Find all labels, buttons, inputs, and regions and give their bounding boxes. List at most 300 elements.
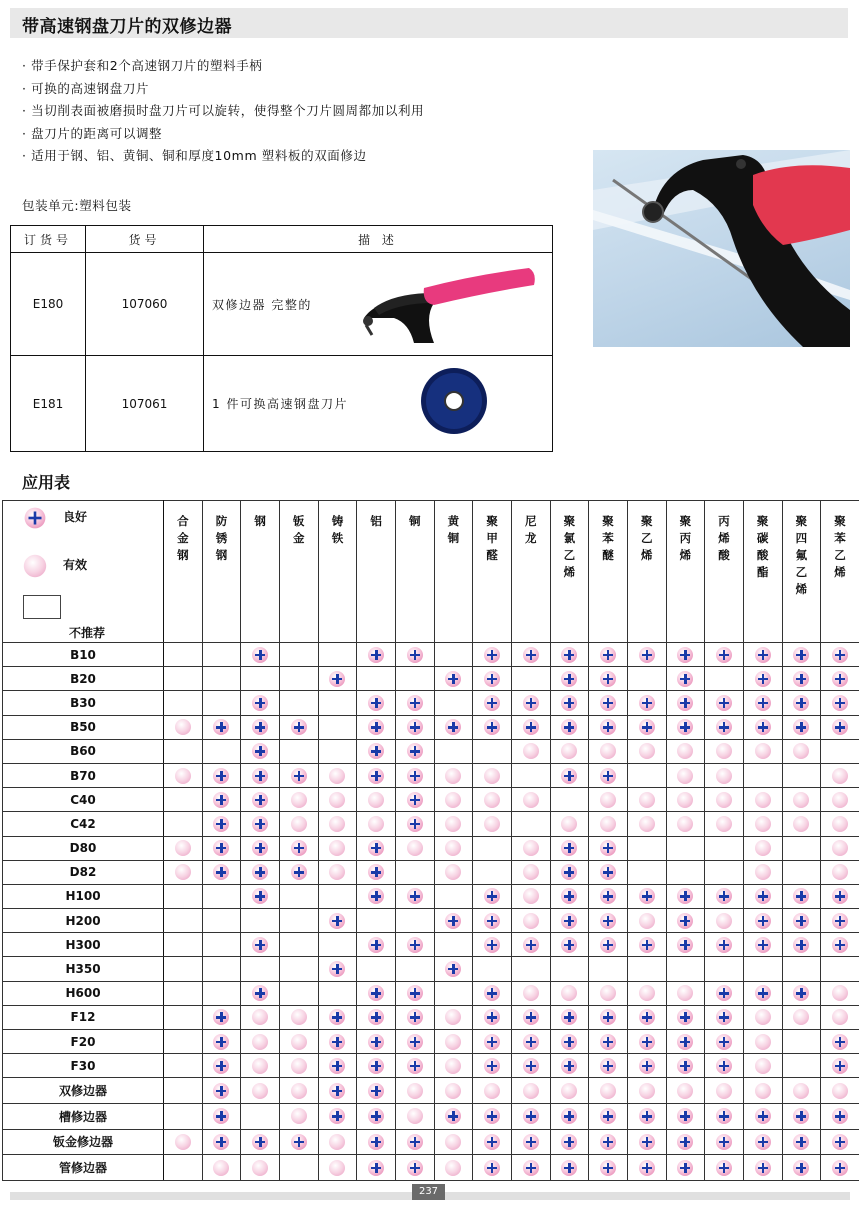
rating-cell xyxy=(357,1030,396,1054)
effective-icon xyxy=(368,816,384,832)
rating-cell xyxy=(164,1030,203,1054)
rating-cell xyxy=(550,763,589,787)
rating-cell xyxy=(357,933,396,957)
good-icon xyxy=(832,1160,848,1176)
good-icon xyxy=(445,1108,461,1124)
effective-icon xyxy=(329,1160,345,1176)
effective-icon xyxy=(445,792,461,808)
effective-icon xyxy=(523,840,539,856)
rating-cell xyxy=(821,1078,859,1104)
material-header xyxy=(202,501,241,643)
good-icon xyxy=(755,985,771,1001)
rating-cell xyxy=(202,643,241,667)
rating-cell xyxy=(627,1129,666,1155)
effective-icon xyxy=(329,816,345,832)
good-icon xyxy=(407,888,423,904)
rating-cell xyxy=(627,715,666,739)
tool-label: F30 xyxy=(3,1054,164,1078)
good-icon xyxy=(716,695,732,711)
good-icon xyxy=(832,1108,848,1124)
good-icon xyxy=(600,647,616,663)
rating-cell xyxy=(318,812,357,836)
good-icon xyxy=(793,647,809,663)
good-icon xyxy=(755,913,771,929)
rating-cell xyxy=(511,1129,550,1155)
rating-cell xyxy=(473,812,512,836)
material-header xyxy=(318,501,357,643)
good-icon xyxy=(639,888,655,904)
rating-cell xyxy=(395,957,434,981)
feature-item: · 适用于钢、铝、黄铜、铜和厚度10mm 塑料板的双面修边 xyxy=(22,145,424,168)
table-row xyxy=(3,1030,859,1054)
rating-cell xyxy=(666,788,705,812)
rating-cell xyxy=(241,812,280,836)
effective-icon xyxy=(600,792,616,808)
good-icon xyxy=(793,1160,809,1176)
rating-cell xyxy=(821,909,859,933)
good-icon xyxy=(407,985,423,1001)
good-icon xyxy=(407,647,423,663)
effective-icon xyxy=(484,768,500,784)
rating-cell xyxy=(318,1078,357,1104)
good-icon xyxy=(716,937,732,953)
rating-cell xyxy=(202,981,241,1005)
good-icon xyxy=(639,1058,655,1074)
tool-label: B50 xyxy=(3,715,164,739)
good-icon xyxy=(561,1108,577,1124)
rating-cell xyxy=(395,909,434,933)
rating-cell xyxy=(782,715,821,739)
rating-cell xyxy=(279,1054,318,1078)
rating-cell xyxy=(164,1054,203,1078)
table-row xyxy=(3,1078,859,1104)
material-header xyxy=(550,501,589,643)
effective-icon xyxy=(755,743,771,759)
rating-cell xyxy=(511,788,550,812)
effective-icon xyxy=(677,768,693,784)
effective-icon xyxy=(677,985,693,1001)
good-icon xyxy=(793,888,809,904)
rating-cell xyxy=(434,763,473,787)
rating-cell xyxy=(279,1155,318,1181)
good-icon xyxy=(523,1134,539,1150)
rating-cell xyxy=(821,739,859,763)
rating-cell xyxy=(279,1005,318,1029)
good-icon xyxy=(832,913,848,929)
rating-cell xyxy=(782,933,821,957)
good-icon xyxy=(677,695,693,711)
rating-cell xyxy=(357,643,396,667)
rating-cell xyxy=(666,1078,705,1104)
rating-cell xyxy=(202,788,241,812)
rating-cell xyxy=(782,1155,821,1181)
good-icon xyxy=(523,695,539,711)
rating-cell xyxy=(202,933,241,957)
rating-cell xyxy=(279,860,318,884)
rating-cell xyxy=(241,1054,280,1078)
effective-icon xyxy=(561,1083,577,1099)
rating-cell xyxy=(395,1005,434,1029)
good-icon xyxy=(407,792,423,808)
good-icon xyxy=(329,961,345,977)
material-header-text: 铝 xyxy=(370,514,382,528)
rating-cell xyxy=(589,788,628,812)
rating-cell xyxy=(318,715,357,739)
effective-icon xyxy=(445,1009,461,1025)
good-icon xyxy=(484,1160,500,1176)
rating-cell xyxy=(357,1054,396,1078)
good-icon xyxy=(600,768,616,784)
effective-icon xyxy=(832,864,848,880)
rating-cell xyxy=(511,1103,550,1129)
rating-cell xyxy=(318,1030,357,1054)
material-header-text: 丙 烯 酸 xyxy=(718,514,730,562)
effective-icon xyxy=(329,792,345,808)
rating-cell xyxy=(318,763,357,787)
rating-cell xyxy=(550,909,589,933)
tool-label: D82 xyxy=(3,860,164,884)
good-icon xyxy=(252,768,268,784)
rating-cell xyxy=(318,1103,357,1129)
tool-label: F12 xyxy=(3,1005,164,1029)
rating-cell xyxy=(511,1054,550,1078)
rating-cell xyxy=(589,643,628,667)
rating-cell xyxy=(357,860,396,884)
good-icon xyxy=(561,1058,577,1074)
good-icon xyxy=(523,647,539,663)
rating-cell xyxy=(357,739,396,763)
good-icon xyxy=(561,937,577,953)
rating-cell xyxy=(434,909,473,933)
good-icon xyxy=(716,1009,732,1025)
good-icon xyxy=(523,937,539,953)
rating-cell xyxy=(589,884,628,908)
table-row xyxy=(3,788,859,812)
good-icon xyxy=(832,1034,848,1050)
rating-cell xyxy=(782,836,821,860)
rating-cell xyxy=(821,788,859,812)
rating-cell xyxy=(666,643,705,667)
effective-icon xyxy=(523,985,539,1001)
rating-cell xyxy=(705,667,744,691)
rating-cell xyxy=(318,667,357,691)
good-icon xyxy=(252,840,268,856)
feature-list xyxy=(22,55,424,168)
application-title: 应用表 xyxy=(22,473,71,492)
good-icon xyxy=(213,1083,229,1099)
rating-cell xyxy=(473,763,512,787)
good-icon xyxy=(213,792,229,808)
rating-cell xyxy=(821,860,859,884)
rating-cell xyxy=(473,643,512,667)
good-icon xyxy=(600,888,616,904)
rating-cell xyxy=(357,667,396,691)
rating-cell xyxy=(705,812,744,836)
rating-cell xyxy=(511,667,550,691)
effective-icon xyxy=(175,768,191,784)
rating-cell xyxy=(511,933,550,957)
good-icon xyxy=(561,768,577,784)
trimmer-in-use-image xyxy=(593,150,850,347)
rating-cell xyxy=(666,812,705,836)
good-icon xyxy=(561,888,577,904)
rating-cell xyxy=(627,957,666,981)
effective-icon xyxy=(291,1034,307,1050)
rating-cell xyxy=(550,884,589,908)
rating-cell xyxy=(357,909,396,933)
good-icon xyxy=(329,1108,345,1124)
rating-cell xyxy=(202,957,241,981)
rating-cell xyxy=(705,1155,744,1181)
rating-cell xyxy=(473,981,512,1005)
good-icon xyxy=(252,647,268,663)
rating-cell xyxy=(705,1054,744,1078)
rating-cell xyxy=(202,1078,241,1104)
description-cell xyxy=(204,253,553,356)
tool-label: C42 xyxy=(3,812,164,836)
good-icon xyxy=(523,1058,539,1074)
good-icon xyxy=(252,985,268,1001)
rating-cell xyxy=(164,957,203,981)
tool-label: H350 xyxy=(3,957,164,981)
effective-icon xyxy=(677,792,693,808)
rating-cell xyxy=(434,739,473,763)
rating-cell xyxy=(821,667,859,691)
rating-cell xyxy=(511,691,550,715)
rating-cell xyxy=(511,981,550,1005)
rating-cell xyxy=(473,1005,512,1029)
effective-icon xyxy=(445,1134,461,1150)
good-icon xyxy=(291,719,307,735)
tool-label: 双修边器 xyxy=(3,1078,164,1104)
good-icon xyxy=(755,671,771,687)
rating-cell xyxy=(705,643,744,667)
good-icon xyxy=(677,1108,693,1124)
rating-cell xyxy=(395,763,434,787)
good-icon xyxy=(213,719,229,735)
good-icon xyxy=(484,1108,500,1124)
good-icon xyxy=(368,647,384,663)
rating-cell xyxy=(511,739,550,763)
rating-cell xyxy=(511,884,550,908)
good-icon xyxy=(445,913,461,929)
material-header-text: 铸 铁 xyxy=(331,514,344,545)
rating-cell xyxy=(357,691,396,715)
rating-cell xyxy=(395,691,434,715)
rating-cell xyxy=(434,1030,473,1054)
order-no: E180 xyxy=(11,253,86,356)
rating-cell xyxy=(279,643,318,667)
rating-cell xyxy=(279,788,318,812)
rating-cell xyxy=(511,1030,550,1054)
material-header-text: 钣 金 xyxy=(293,514,305,545)
rating-cell xyxy=(202,763,241,787)
tool-label: H600 xyxy=(3,981,164,1005)
good-icon xyxy=(252,888,268,904)
rating-cell xyxy=(550,715,589,739)
good-icon xyxy=(329,1058,345,1074)
good-icon xyxy=(561,647,577,663)
rating-cell xyxy=(434,1129,473,1155)
rating-cell xyxy=(434,933,473,957)
rating-cell xyxy=(666,1103,705,1129)
rating-cell xyxy=(357,788,396,812)
material-header xyxy=(589,501,628,643)
order-table xyxy=(10,225,553,452)
rating-cell xyxy=(395,933,434,957)
rating-cell xyxy=(434,957,473,981)
rating-cell xyxy=(666,1155,705,1181)
legend-effective-label: 有效 xyxy=(63,558,88,572)
effective-icon xyxy=(832,840,848,856)
effective-icon xyxy=(291,1058,307,1074)
good-icon xyxy=(368,1108,384,1124)
table-row xyxy=(11,356,553,452)
rating-cell xyxy=(743,909,782,933)
rating-cell xyxy=(202,715,241,739)
table-row xyxy=(3,884,859,908)
rating-cell xyxy=(202,1103,241,1129)
good-icon xyxy=(716,719,732,735)
tool-label: 槽修边器 xyxy=(3,1103,164,1129)
rating-cell xyxy=(705,739,744,763)
tool-label: B30 xyxy=(3,691,164,715)
effective-icon xyxy=(213,1160,229,1176)
table-row xyxy=(3,1103,859,1129)
material-header xyxy=(782,501,821,643)
rating-cell xyxy=(666,933,705,957)
rating-cell xyxy=(357,1129,396,1155)
good-icon xyxy=(832,1134,848,1150)
rating-cell xyxy=(164,860,203,884)
rating-cell xyxy=(589,739,628,763)
good-icon xyxy=(25,507,46,528)
material-header-text: 聚 碳 酸 酯 xyxy=(756,514,769,579)
rating-cell xyxy=(279,715,318,739)
material-header-text: 合 金 钢 xyxy=(177,514,189,562)
good-icon xyxy=(252,1134,268,1150)
order-header-order-no: 订货号 xyxy=(11,226,86,253)
rating-cell xyxy=(782,1129,821,1155)
rating-cell xyxy=(434,860,473,884)
good-icon xyxy=(639,1134,655,1150)
rating-cell xyxy=(202,836,241,860)
rating-cell xyxy=(589,667,628,691)
effective-icon xyxy=(523,1083,539,1099)
rating-cell xyxy=(241,1129,280,1155)
good-icon xyxy=(213,768,229,784)
rating-cell xyxy=(666,981,705,1005)
rating-cell xyxy=(434,1054,473,1078)
disc-blade-image xyxy=(419,366,489,436)
effective-icon xyxy=(639,913,655,929)
rating-cell xyxy=(434,643,473,667)
good-icon xyxy=(407,816,423,832)
rating-cell xyxy=(743,1103,782,1129)
rating-cell xyxy=(550,860,589,884)
rating-cell xyxy=(241,860,280,884)
rating-cell xyxy=(395,715,434,739)
rating-cell xyxy=(627,1078,666,1104)
material-header xyxy=(357,501,396,643)
material-header-text: 聚 乙 烯 xyxy=(640,514,653,562)
rating-cell xyxy=(241,667,280,691)
rating-cell xyxy=(743,1155,782,1181)
table-row xyxy=(3,909,859,933)
rating-cell xyxy=(511,836,550,860)
effective-icon xyxy=(329,768,345,784)
table-row xyxy=(3,643,859,667)
good-icon xyxy=(832,937,848,953)
good-icon xyxy=(213,1034,229,1050)
rating-cell xyxy=(782,1005,821,1029)
rating-cell xyxy=(395,788,434,812)
rating-cell xyxy=(279,667,318,691)
effective-icon xyxy=(291,1108,307,1124)
rating-cell xyxy=(743,643,782,667)
rating-cell xyxy=(473,933,512,957)
material-header-text: 聚 苯 醚 xyxy=(602,514,614,562)
good-icon xyxy=(445,719,461,735)
rating-cell xyxy=(395,860,434,884)
table-row xyxy=(3,739,859,763)
rating-cell xyxy=(202,884,241,908)
rating-cell xyxy=(666,1030,705,1054)
good-icon xyxy=(755,1134,771,1150)
effective-icon xyxy=(24,554,46,576)
good-icon xyxy=(600,1108,616,1124)
good-icon xyxy=(677,1058,693,1074)
effective-icon xyxy=(523,864,539,880)
rating-cell xyxy=(473,667,512,691)
good-icon xyxy=(484,671,500,687)
table-row xyxy=(11,253,553,356)
good-icon xyxy=(368,768,384,784)
rating-cell xyxy=(627,836,666,860)
good-icon xyxy=(600,937,616,953)
good-icon xyxy=(600,864,616,880)
rating-cell xyxy=(589,763,628,787)
rating-cell xyxy=(473,1078,512,1104)
rating-cell xyxy=(241,957,280,981)
rating-cell xyxy=(782,667,821,691)
good-icon xyxy=(755,1108,771,1124)
rating-cell xyxy=(241,739,280,763)
effective-icon xyxy=(639,1083,655,1099)
effective-icon xyxy=(639,985,655,1001)
description-cell xyxy=(204,356,553,452)
rating-cell xyxy=(705,1078,744,1104)
rating-cell xyxy=(434,1005,473,1029)
rating-cell xyxy=(395,1030,434,1054)
rating-cell xyxy=(164,981,203,1005)
good-icon xyxy=(484,1034,500,1050)
rating-cell xyxy=(318,788,357,812)
rating-cell xyxy=(357,812,396,836)
rating-cell xyxy=(821,812,859,836)
good-icon xyxy=(445,671,461,687)
rating-cell xyxy=(434,788,473,812)
good-icon xyxy=(832,647,848,663)
effective-icon xyxy=(445,768,461,784)
rating-cell xyxy=(164,1005,203,1029)
rating-cell xyxy=(241,763,280,787)
effective-icon xyxy=(793,816,809,832)
rating-cell xyxy=(511,763,550,787)
rating-cell xyxy=(743,763,782,787)
good-icon xyxy=(561,1009,577,1025)
table-row xyxy=(3,763,859,787)
